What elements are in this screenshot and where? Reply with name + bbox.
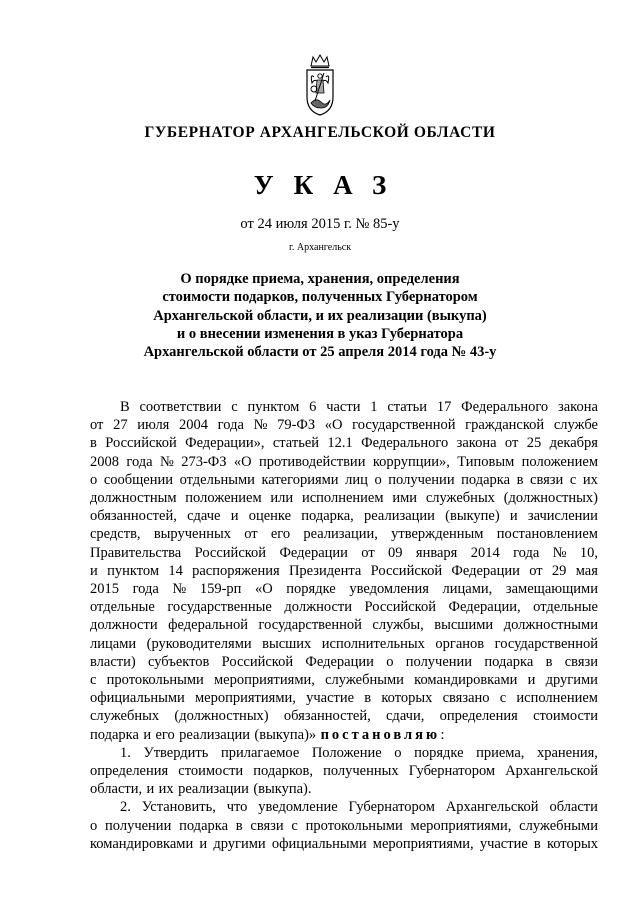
- decree-body: [90, 398, 598, 853]
- date-and-number: от 24 июля 2015 г. № 85-у: [240, 216, 400, 232]
- body-line: служебных (должностных) обязанностей, сдачи, определения стоимости: [90, 708, 598, 725]
- body-line: подарка и его реализации (выкупа)» постановляю :: [90, 726, 445, 743]
- title-line: Архангельской области от 25 апреля 2014 года № 43-у: [143, 344, 497, 361]
- body-line: отдельные государственные должности Российской Федерации, отдельные: [90, 599, 598, 616]
- body-line: В соответствии с пунктом 6 части 1 статьи 17 Федерального закона: [120, 399, 598, 415]
- body-line: должностным положением или исполнением ими служебных (должностных): [90, 490, 598, 507]
- decree-title: [80, 270, 560, 361]
- document-type: УКАЗ: [253, 170, 407, 200]
- body-line: средств, вырученных от его реализации, утвержденным постановлением: [90, 526, 598, 543]
- title-line: стоимости подарков, полученных Губернатором: [162, 289, 478, 306]
- body-line: командировками и другими официальными мероприятиями, участие в которых: [90, 835, 598, 852]
- body-line: 1. Утвердить прилагаемое Положение о порядке приема, хранения,: [120, 744, 598, 761]
- body-line: 2. Установить, что уведомление Губернатором Архангельской области: [120, 799, 598, 816]
- body-line: должности федеральной государственной службы, высшими должностными: [90, 617, 598, 634]
- issuing-authority: ГУБЕРНАТОР АРХАНГЕЛЬСКОЙ ОБЛАСТИ: [144, 124, 496, 141]
- coat-of-arms-icon: [304, 53, 336, 117]
- city-name: г. Архангельск: [288, 242, 352, 253]
- title-line: О порядке приема, хранения, определения: [180, 271, 460, 287]
- body-line: лицами (руководителями высших исполнительных органов государственной: [90, 635, 598, 652]
- body-line: обязанностей, сдаче и оценке подарка, реализации (выкупе) и зачислении: [90, 508, 598, 525]
- body-line: о сообщении отдельными категориями лиц о получении подарка в связи с их: [90, 471, 598, 488]
- resolution-keyword: постановляю: [320, 726, 441, 743]
- title-line: Архангельской области, и их реализации (выкупа): [153, 307, 487, 324]
- body-line: Правительства Российской Федерации от 09 января 2014 года № 10,: [90, 544, 598, 561]
- body-line: с протокольными мероприятиями, служебными командировками и другими: [90, 672, 598, 689]
- body-line: власти) субъектов Российской Федерации о получении подарка в связи: [90, 653, 598, 670]
- body-line: от 27 июля 2004 года № 79-ФЗ «О государственной гражданской службе: [90, 417, 598, 434]
- body-line: и пунктом 14 распоряжения Президента Российской Федерации от 29 мая: [90, 562, 598, 579]
- title-line: и о внесении изменения в указ Губернатора: [176, 325, 464, 342]
- body-line: определения стоимости подарков, полученных Губернатором Архангельской: [90, 763, 598, 780]
- body-line: официальными мероприятиями, участие в которых связано с исполнением: [90, 690, 598, 707]
- body-line: 2015 года № 159-рп «О порядке уведомления лицами, замещающими: [90, 581, 598, 598]
- body-line: в Российской Федерации», статьей 12.1 Федерального закона от 25 декабря: [90, 435, 598, 452]
- body-line: 2008 года № 273-ФЗ «О противодействии коррупции», Типовым положением: [90, 453, 598, 470]
- body-line: области, и их реализации (выкупа).: [90, 781, 312, 798]
- body-line: о получении подарка в связи с протокольными мероприятиями, служебными: [90, 817, 598, 834]
